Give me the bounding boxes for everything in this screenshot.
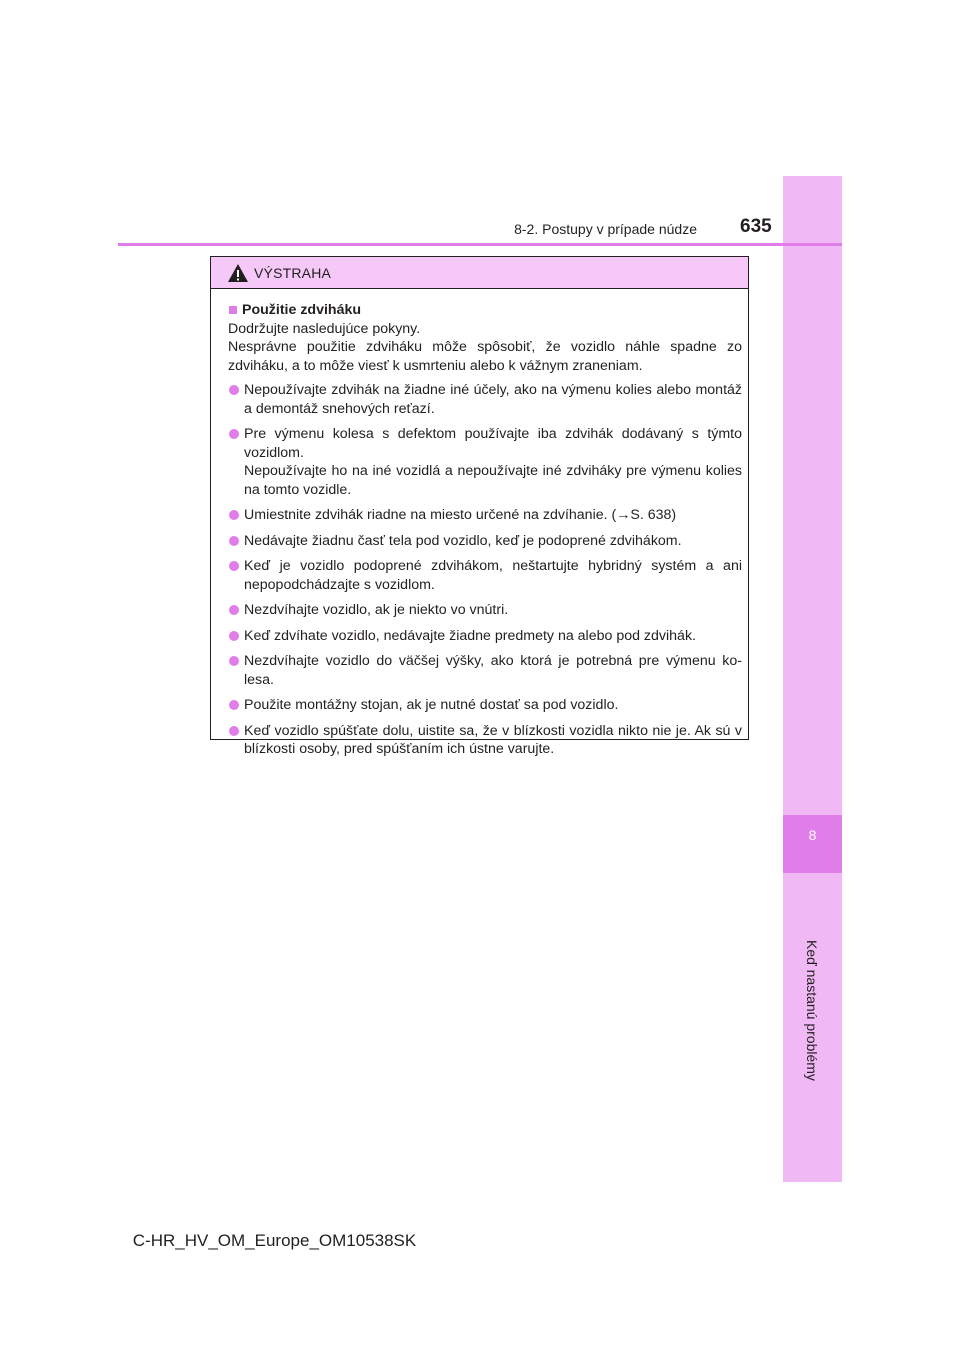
page-number: 635 [740, 216, 772, 237]
list-item-text: Nepoužívajte ho na iné vozidlá a nepoužívajte iné zdviháky pre výmenu kolies na tomto vozidle. [244, 463, 742, 498]
list-item [228, 557, 742, 594]
chapter-number-tab [783, 815, 842, 873]
list-item [228, 627, 742, 646]
list-item-text: Nezdvíhajte vozidlo do väčšej výšky, ako ktorá je potrebná pre výmenu ko-lesa. [244, 653, 742, 688]
intro-line: Nesprávne použitie zdviháku môže spôsobiť, že vozidlo náhle spadne zo zdviháku, a to môže viesť k usmrteniu alebo k vážnym zraneniam. [228, 339, 742, 374]
warning-title: VÝSTRAHA [254, 265, 332, 281]
section-title: 8-2. Postupy v prípade núdze [514, 221, 697, 237]
warning-list [228, 381, 742, 759]
list-item-text: Keď vozidlo spúšťate dolu, uistite sa, že v blízkosti vozidla nikto nie je. Ak sú v blízkosti osoby, pred spúšťaním ich ústne varujte. [244, 722, 742, 757]
intro-text [228, 320, 742, 376]
section-heading [228, 301, 742, 320]
document-code: C-HR_HV_OM_Europe_OM10538SK [132, 1231, 417, 1250]
bullet-icon [229, 631, 239, 641]
list-item-text: Nezdvíhajte vozidlo, ak je niekto vo vnútri. [244, 602, 509, 618]
list-item-text: Keď je vozidlo podoprené zdvihákom, neštartujte hybridný systém a ani nepopodchádzajte s vozidlom. [244, 558, 742, 593]
bullet-icon [229, 726, 239, 736]
warning-triangle-icon [227, 263, 249, 283]
warning-box [210, 256, 749, 757]
intro-line: Dodržujte nasledujúce pokyny. [228, 320, 421, 337]
list-item-text: Keď zdvíhate vozidlo, nedávajte žiadne predmety na alebo pod zdvihák. [244, 627, 696, 644]
list-item-text: Nedávajte žiadnu časť tela pod vozidlo, keď je podoprené zdvihákom. [244, 532, 682, 549]
bullet-icon [229, 605, 239, 615]
bullet-icon [229, 536, 239, 546]
list-item-text: Pre výmenu kolesa s defektom používajte iba zdvihák dodávaný s týmto vozidlom. [244, 426, 742, 461]
header-rule [118, 243, 842, 246]
chapter-number: 8 [808, 827, 817, 843]
warning-header [211, 257, 748, 289]
bullet-icon [229, 429, 239, 439]
warning-body [211, 289, 748, 759]
bullet-icon [229, 700, 239, 710]
list-item [228, 652, 742, 689]
section-heading-text: Použitie zdviháku [242, 302, 362, 318]
list-item-text: Použite montážny stojan, ak je nutné dostať sa pod vozidlo. [244, 697, 619, 713]
bullet-icon [229, 385, 239, 395]
bullet-icon [229, 561, 239, 571]
list-item-text: Umiestnite zdvihák riadne na miesto určené na zdvíhanie. (→S. 638) [244, 507, 677, 523]
list-item [228, 532, 742, 551]
list-item-text: Nepoužívajte zdvihák na žiadne iné účely, ako na výmenu kolies alebo montáž a demontáž snehových reťazí. [244, 382, 742, 417]
square-bullet-icon [229, 306, 237, 314]
list-item [228, 381, 742, 418]
list-item [228, 506, 742, 525]
list-item [228, 722, 742, 759]
bullet-icon [229, 656, 239, 666]
bullet-icon [229, 510, 239, 520]
list-item [228, 696, 742, 715]
list-item [228, 601, 742, 620]
list-item [228, 425, 742, 499]
chapter-title: Keď nastanú problémy [804, 940, 820, 1081]
